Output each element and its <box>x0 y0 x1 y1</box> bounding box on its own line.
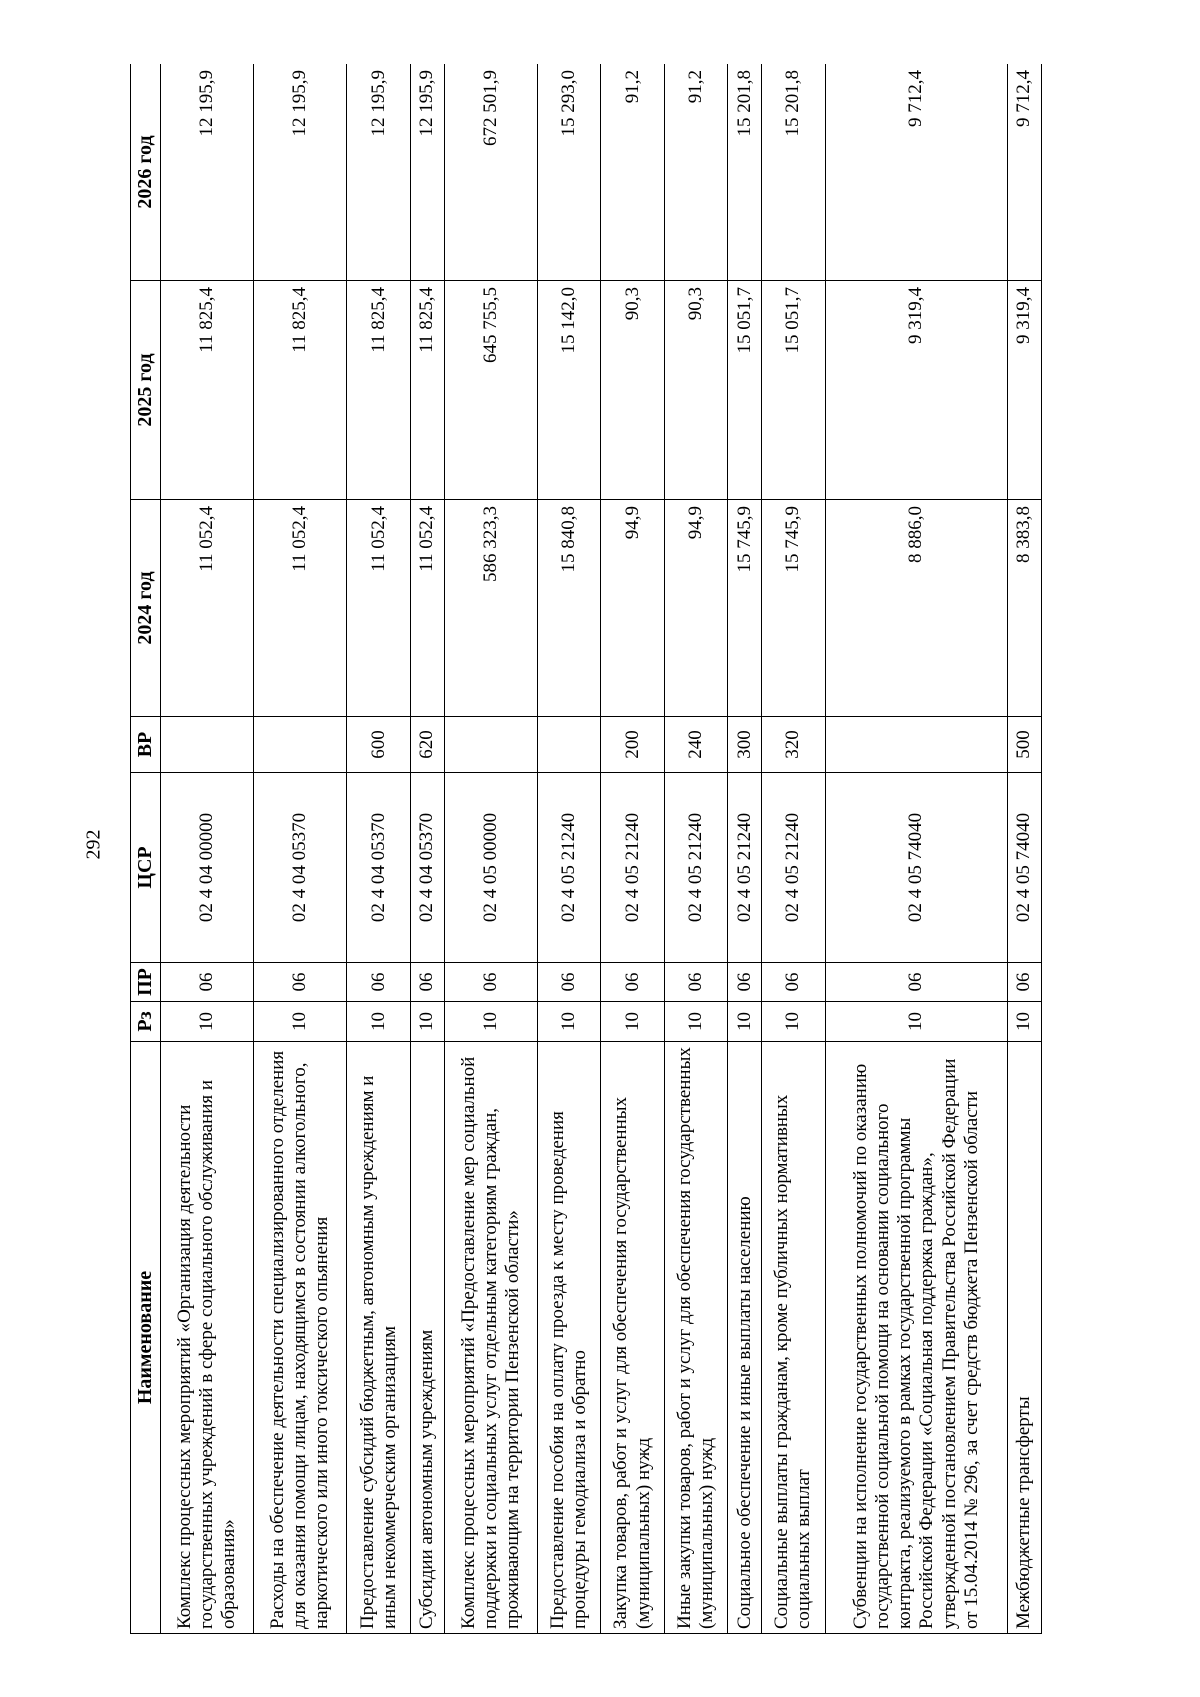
cell-vr: 320 <box>762 717 826 773</box>
cell-2026: 12 195,9 <box>410 64 444 281</box>
cell-2025: 11 825,4 <box>347 281 411 500</box>
cell-pr: 06 <box>347 963 411 1002</box>
page-number-text: 292 <box>82 829 105 859</box>
cell-pr: 06 <box>728 963 762 1002</box>
cell-2026: 15 293,0 <box>537 64 601 281</box>
cell-rz: 10 <box>161 1002 254 1042</box>
cell-name: Иные закупки товаров, работ и услуг для обеспечения государственных (муниципальных) нужд <box>664 1042 728 1634</box>
cell-2024: 11 052,4 <box>161 500 254 717</box>
header-name: Наименование <box>131 1042 161 1634</box>
budget-table <box>130 64 1042 1634</box>
cell-2025: 9 319,4 <box>1008 281 1042 500</box>
header-2024: 2024 год <box>131 500 161 717</box>
cell-pr: 06 <box>825 963 1007 1002</box>
cell-2025: 90,3 <box>664 281 728 500</box>
cell-csr: 02 4 04 05370 <box>410 773 444 963</box>
cell-2024: 94,9 <box>664 500 728 717</box>
cell-2024: 15 840,8 <box>537 500 601 717</box>
cell-vr <box>537 717 601 773</box>
cell-2025: 11 825,4 <box>410 281 444 500</box>
cell-rz: 10 <box>444 1002 537 1042</box>
cell-vr: 600 <box>347 717 411 773</box>
cell-csr: 02 4 05 74040 <box>1008 773 1042 963</box>
cell-rz: 10 <box>1008 1002 1042 1042</box>
header-vr: ВР <box>131 717 161 773</box>
cell-2025: 9 319,4 <box>825 281 1007 500</box>
cell-csr: 02 4 05 21240 <box>537 773 601 963</box>
cell-vr: 620 <box>410 717 444 773</box>
table-header-row <box>131 64 161 1634</box>
cell-rz: 10 <box>537 1002 601 1042</box>
cell-vr: 240 <box>664 717 728 773</box>
cell-2024: 11 052,4 <box>254 500 347 717</box>
rotated-table-frame <box>130 64 1042 1634</box>
cell-2025: 15 051,7 <box>728 281 762 500</box>
cell-csr: 02 4 05 21240 <box>728 773 762 963</box>
cell-2025: 645 755,5 <box>444 281 537 500</box>
cell-name: Межбюджетные трансферты <box>1008 1042 1042 1634</box>
cell-2025: 11 825,4 <box>254 281 347 500</box>
table-container <box>130 64 1042 1634</box>
cell-2026: 12 195,9 <box>347 64 411 281</box>
cell-name: Предоставление пособия на оплату проезда к месту проведения процедуры гемодиализа и обратно <box>537 1042 601 1634</box>
cell-rz: 10 <box>410 1002 444 1042</box>
cell-2026: 12 195,9 <box>254 64 347 281</box>
cell-pr: 06 <box>762 963 826 1002</box>
cell-rz: 10 <box>762 1002 826 1042</box>
table-row <box>728 64 762 1634</box>
cell-rz: 10 <box>601 1002 665 1042</box>
cell-pr: 06 <box>664 963 728 1002</box>
table-row <box>161 64 254 1634</box>
header-rz: Рз <box>131 1002 161 1042</box>
cell-csr: 02 4 05 21240 <box>601 773 665 963</box>
table-row <box>664 64 728 1634</box>
cell-pr: 06 <box>537 963 601 1002</box>
cell-name: Социальное обеспечение и иные выплаты населению <box>728 1042 762 1634</box>
cell-2025: 15 051,7 <box>762 281 826 500</box>
cell-name: Субсидии автономным учреждениям <box>410 1042 444 1634</box>
header-2026: 2026 год <box>131 64 161 281</box>
cell-pr: 06 <box>601 963 665 1002</box>
cell-name: Социальные выплаты гражданам, кроме публичных нормативных социальных выплат <box>762 1042 826 1634</box>
header-csr: ЦСР <box>131 773 161 963</box>
table-row <box>825 64 1007 1634</box>
table-row <box>347 64 411 1634</box>
header-pr: ПР <box>131 963 161 1002</box>
cell-vr: 200 <box>601 717 665 773</box>
cell-2026: 9 712,4 <box>1008 64 1042 281</box>
cell-pr: 06 <box>161 963 254 1002</box>
cell-2024: 8 383,8 <box>1008 500 1042 717</box>
cell-name: Комплекс процессных мероприятий «Организация деятельности государственных учреждений в сфере социального обслуживания и образования» <box>161 1042 254 1634</box>
cell-name: Расходы на обеспечение деятельности специализированного отделения для оказания помощи лицам, находящимся в состоянии алкогольного, наркотического или иного токсического опьянения <box>254 1042 347 1634</box>
cell-csr: 02 4 05 21240 <box>762 773 826 963</box>
cell-2024: 15 745,9 <box>728 500 762 717</box>
table-row <box>254 64 347 1634</box>
cell-name: Закупка товаров, работ и услуг для обеспечения государственных (муниципальных) нужд <box>601 1042 665 1634</box>
cell-2024: 8 886,0 <box>825 500 1007 717</box>
table-row <box>410 64 444 1634</box>
cell-pr: 06 <box>1008 963 1042 1002</box>
cell-vr <box>825 717 1007 773</box>
cell-rz: 10 <box>664 1002 728 1042</box>
cell-pr: 06 <box>444 963 537 1002</box>
cell-2025: 11 825,4 <box>161 281 254 500</box>
cell-rz: 10 <box>825 1002 1007 1042</box>
table-row <box>762 64 826 1634</box>
cell-csr: 02 4 05 21240 <box>664 773 728 963</box>
cell-name: Предоставление субсидий бюджетным, автономным учреждениям и иным некоммерческим организациям <box>347 1042 411 1634</box>
cell-2024: 11 052,4 <box>347 500 411 717</box>
table-row <box>537 64 601 1634</box>
cell-2024: 11 052,4 <box>410 500 444 717</box>
cell-2026: 15 201,8 <box>762 64 826 281</box>
cell-name: Субвенции на исполнение государственных полномочий по оказанию государственной социальной помощи на основании социального контракта, реализуемого в рамках государственной программы Российской Федерации «Социальная поддержка граждан», утвержденной постановлением Правительства Российской Федерации от 15.04.2014 № 296, за счет средств бюджета Пензенской области <box>825 1042 1007 1634</box>
cell-vr: 500 <box>1008 717 1042 773</box>
cell-2026: 91,2 <box>601 64 665 281</box>
cell-csr: 02 4 05 00000 <box>444 773 537 963</box>
cell-csr: 02 4 04 00000 <box>161 773 254 963</box>
cell-vr <box>254 717 347 773</box>
cell-2024: 94,9 <box>601 500 665 717</box>
cell-2025: 90,3 <box>601 281 665 500</box>
cell-csr: 02 4 05 74040 <box>825 773 1007 963</box>
cell-pr: 06 <box>254 963 347 1002</box>
cell-rz: 10 <box>347 1002 411 1042</box>
cell-2024: 586 323,3 <box>444 500 537 717</box>
cell-2026: 9 712,4 <box>825 64 1007 281</box>
cell-2026: 672 501,9 <box>444 64 537 281</box>
cell-vr <box>444 717 537 773</box>
cell-2026: 12 195,9 <box>161 64 254 281</box>
cell-name: Комплекс процессных мероприятий «Предоставление мер социальной поддержки и социальных услуг отдельным категориям граждан, проживающим на территории Пензенской области» <box>444 1042 537 1634</box>
cell-2024: 15 745,9 <box>762 500 826 717</box>
cell-pr: 06 <box>410 963 444 1002</box>
cell-vr: 300 <box>728 717 762 773</box>
header-2025: 2025 год <box>131 281 161 500</box>
cell-csr: 02 4 04 05370 <box>347 773 411 963</box>
table-row <box>1008 64 1042 1634</box>
cell-rz: 10 <box>254 1002 347 1042</box>
table-row <box>601 64 665 1634</box>
table-row <box>444 64 537 1634</box>
cell-rz: 10 <box>728 1002 762 1042</box>
cell-2026: 91,2 <box>664 64 728 281</box>
cell-2026: 15 201,8 <box>728 64 762 281</box>
cell-vr <box>161 717 254 773</box>
cell-2025: 15 142,0 <box>537 281 601 500</box>
page-number <box>74 824 114 864</box>
cell-csr: 02 4 04 05370 <box>254 773 347 963</box>
